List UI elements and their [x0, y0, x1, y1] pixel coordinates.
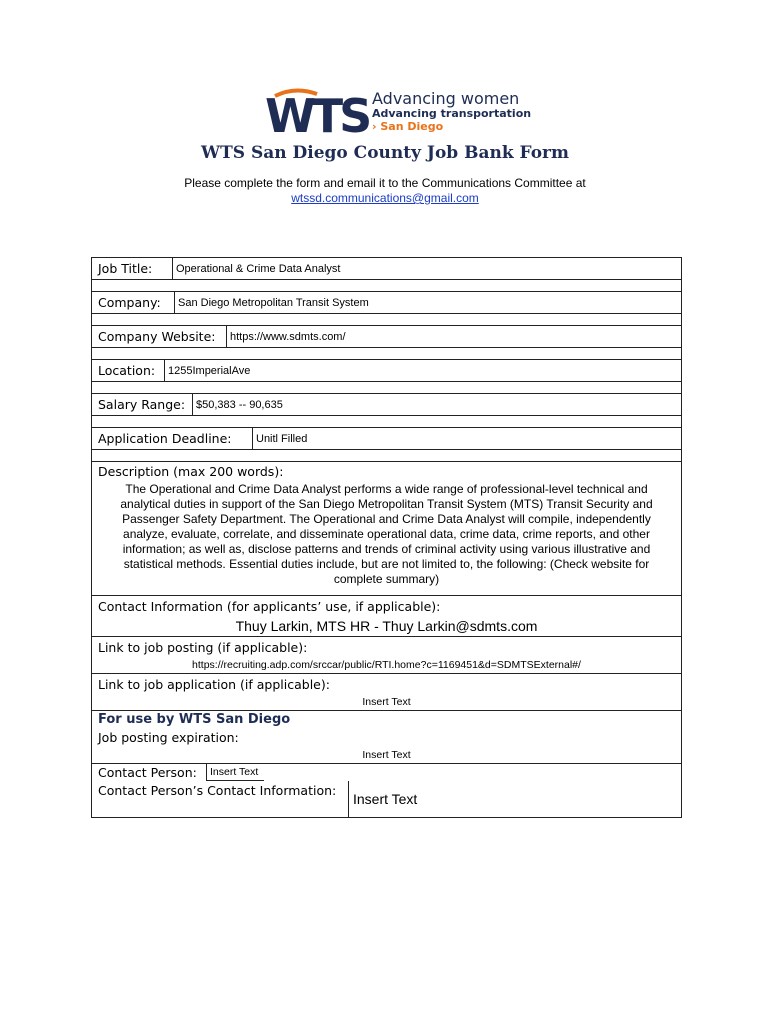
- contact-information-section: [92, 596, 681, 637]
- company-label: Company:: [98, 295, 161, 310]
- wts-use-heading: For use by WTS San Diego: [98, 712, 291, 727]
- intro-text: [0, 176, 770, 206]
- contact-person-label: Contact Person:: [98, 765, 197, 780]
- location-row: [92, 360, 681, 382]
- description-section: [92, 462, 681, 596]
- job-posting-expiration-field[interactable]: Insert Text: [362, 749, 411, 761]
- job-posting-expiration-label: Job posting expiration:: [98, 730, 239, 745]
- job-application-link-label: Link to job application (if applicable):: [98, 676, 330, 692]
- wts-use-section: [92, 711, 681, 764]
- salary-range-row: [92, 394, 681, 416]
- contact-person-field[interactable]: Insert Text: [206, 764, 264, 781]
- salary-range-label: Salary Range:: [98, 397, 186, 412]
- wts-logo: [265, 88, 532, 138]
- contact-person-section: [92, 764, 681, 818]
- logo-tagline: [372, 90, 531, 133]
- location-field[interactable]: 1255ImperialAve: [164, 360, 681, 381]
- company-field[interactable]: San Diego Metropolitan Transit System: [174, 292, 681, 313]
- application-deadline-row: [92, 428, 681, 450]
- contact-person-info-label: Contact Person’s Contact Information:: [98, 783, 337, 798]
- logo-tagline-line1: Advancing women: [372, 89, 520, 108]
- job-title-row: [92, 258, 681, 280]
- description-field[interactable]: The Operational and Crime Data Analyst performs a wide range of professional-level technical and analytical duties in support of the San Diego Metropolitan Transit System (MTS) Transit Security and Passenger Safety Department. The Operational and Crime Data Analyst will compile, independently analyze, evaluate, correlate, and disseminate operational data, crime data, crime reports, and other information; as well as, disclose patterns and trends of criminal activity using various illustrative and statistical methods. Essential duties include, but are not limited to, the following: (Check website for complete summary): [120, 482, 653, 586]
- logo-tagline-line2: Advancing transportation: [372, 107, 532, 120]
- description-label: Description (max 200 words):: [98, 464, 284, 479]
- company-website-row: [92, 326, 681, 348]
- job-posting-link-label: Link to job posting (if applicable):: [98, 639, 308, 655]
- company-row: [92, 292, 681, 314]
- application-deadline-field[interactable]: Unitl Filled: [252, 428, 681, 449]
- contact-person-info-field[interactable]: Insert Text: [348, 781, 681, 817]
- job-posting-link-field[interactable]: https://recruiting.adp.com/srccar/public/RTI.home?c=1169451&d=SDMTSExternal#/: [192, 659, 581, 671]
- intro-instruction: Please complete the form and email it to the Communications Committee at: [184, 176, 586, 190]
- job-bank-form: [91, 257, 682, 818]
- form-title: WTS San Diego County Job Bank Form: [201, 143, 569, 163]
- contact-information-label: Contact Information (for applicants’ use, if applicable):: [98, 598, 441, 614]
- wts-logo-mark: [265, 88, 369, 138]
- job-posting-link-section: [92, 637, 681, 674]
- job-application-link-field[interactable]: Insert Text: [362, 696, 411, 708]
- logo-tagline-line3: › San Diego: [372, 120, 444, 133]
- contact-information-field[interactable]: Thuy Larkin, MTS HR - Thuy Larkin@sdmts.com: [235, 618, 538, 634]
- job-title-field[interactable]: Operational & Crime Data Analyst: [172, 258, 681, 279]
- location-label: Location:: [98, 363, 156, 378]
- contact-person-row: [92, 764, 681, 781]
- contact-person-info-row: [92, 781, 681, 817]
- salary-range-field[interactable]: $50,383 -- 90,635: [192, 394, 681, 415]
- company-website-field[interactable]: https://www.sdmts.com/: [226, 326, 681, 347]
- company-website-label: Company Website:: [98, 329, 216, 344]
- communications-email-link[interactable]: wtssd.communications@gmail.com: [291, 191, 479, 205]
- job-application-link-section: [92, 674, 681, 711]
- job-title-label: Job Title:: [98, 261, 153, 276]
- wts-logo-wordmark: WTS: [265, 89, 369, 138]
- application-deadline-label: Application Deadline:: [98, 431, 232, 446]
